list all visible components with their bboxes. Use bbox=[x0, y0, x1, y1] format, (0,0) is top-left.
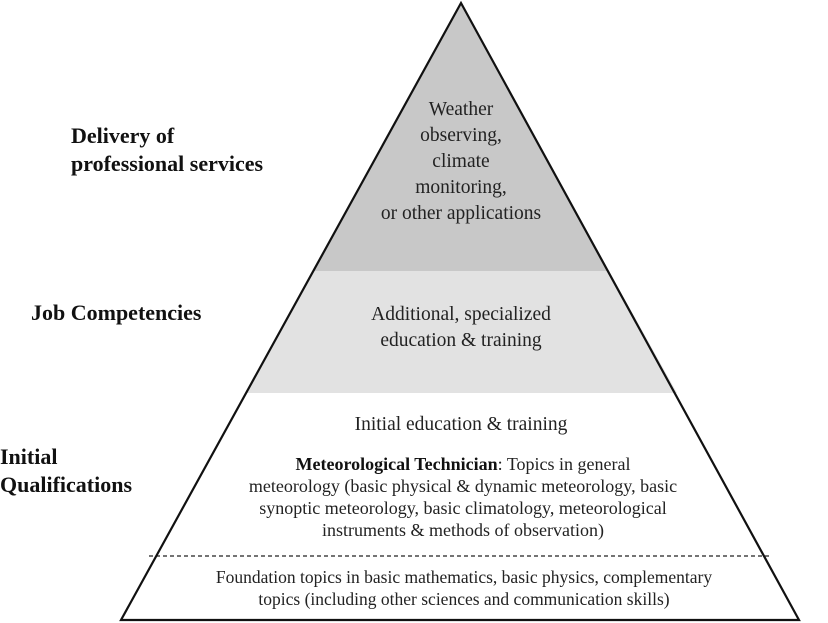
technician-line bbox=[196, 453, 730, 475]
top-tier-line: climate bbox=[432, 151, 490, 172]
job-competencies-text: Job Competencies bbox=[31, 300, 202, 325]
technician-intro: : Topics in general bbox=[497, 454, 631, 474]
technician-line: meteorology (basic physical & dynamic meteorology, basic bbox=[248, 476, 678, 496]
initial-label-line: Qualifications bbox=[0, 472, 133, 497]
initial-heading bbox=[261, 412, 661, 438]
delivery-label-line: Delivery of bbox=[71, 123, 175, 148]
foundation-text bbox=[151, 566, 777, 610]
technician-line: instruments & methods of observation) bbox=[322, 520, 604, 540]
middle-tier-text bbox=[311, 302, 611, 354]
initial-qualifications-label bbox=[0, 443, 132, 499]
foundation-line: Foundation topics in basic mathematics, basic physics, complementary bbox=[215, 567, 713, 587]
top-tier-line: monitoring, bbox=[415, 177, 507, 198]
top-tier-line: observing, bbox=[420, 125, 502, 146]
middle-tier-line: Additional, specialized bbox=[371, 304, 551, 325]
technician-title: Meteorological Technician bbox=[295, 454, 498, 474]
delivery-label bbox=[71, 122, 263, 178]
initial-label-line: Initial bbox=[0, 444, 58, 469]
top-tier-line: Weather bbox=[428, 99, 494, 120]
delivery-label-line: professional services bbox=[71, 151, 264, 176]
technician-block bbox=[196, 453, 730, 541]
job-competencies-label bbox=[31, 299, 201, 327]
top-tier-text bbox=[351, 97, 571, 227]
middle-tier-line: education & training bbox=[380, 330, 542, 351]
initial-heading-text: Initial education & training bbox=[354, 414, 568, 435]
technician-line: synoptic meteorology, basic climatology, meteorological bbox=[259, 498, 667, 518]
top-tier-line: or other applications bbox=[380, 203, 542, 224]
foundation-line: topics (including other sciences and communication skills) bbox=[258, 589, 670, 609]
